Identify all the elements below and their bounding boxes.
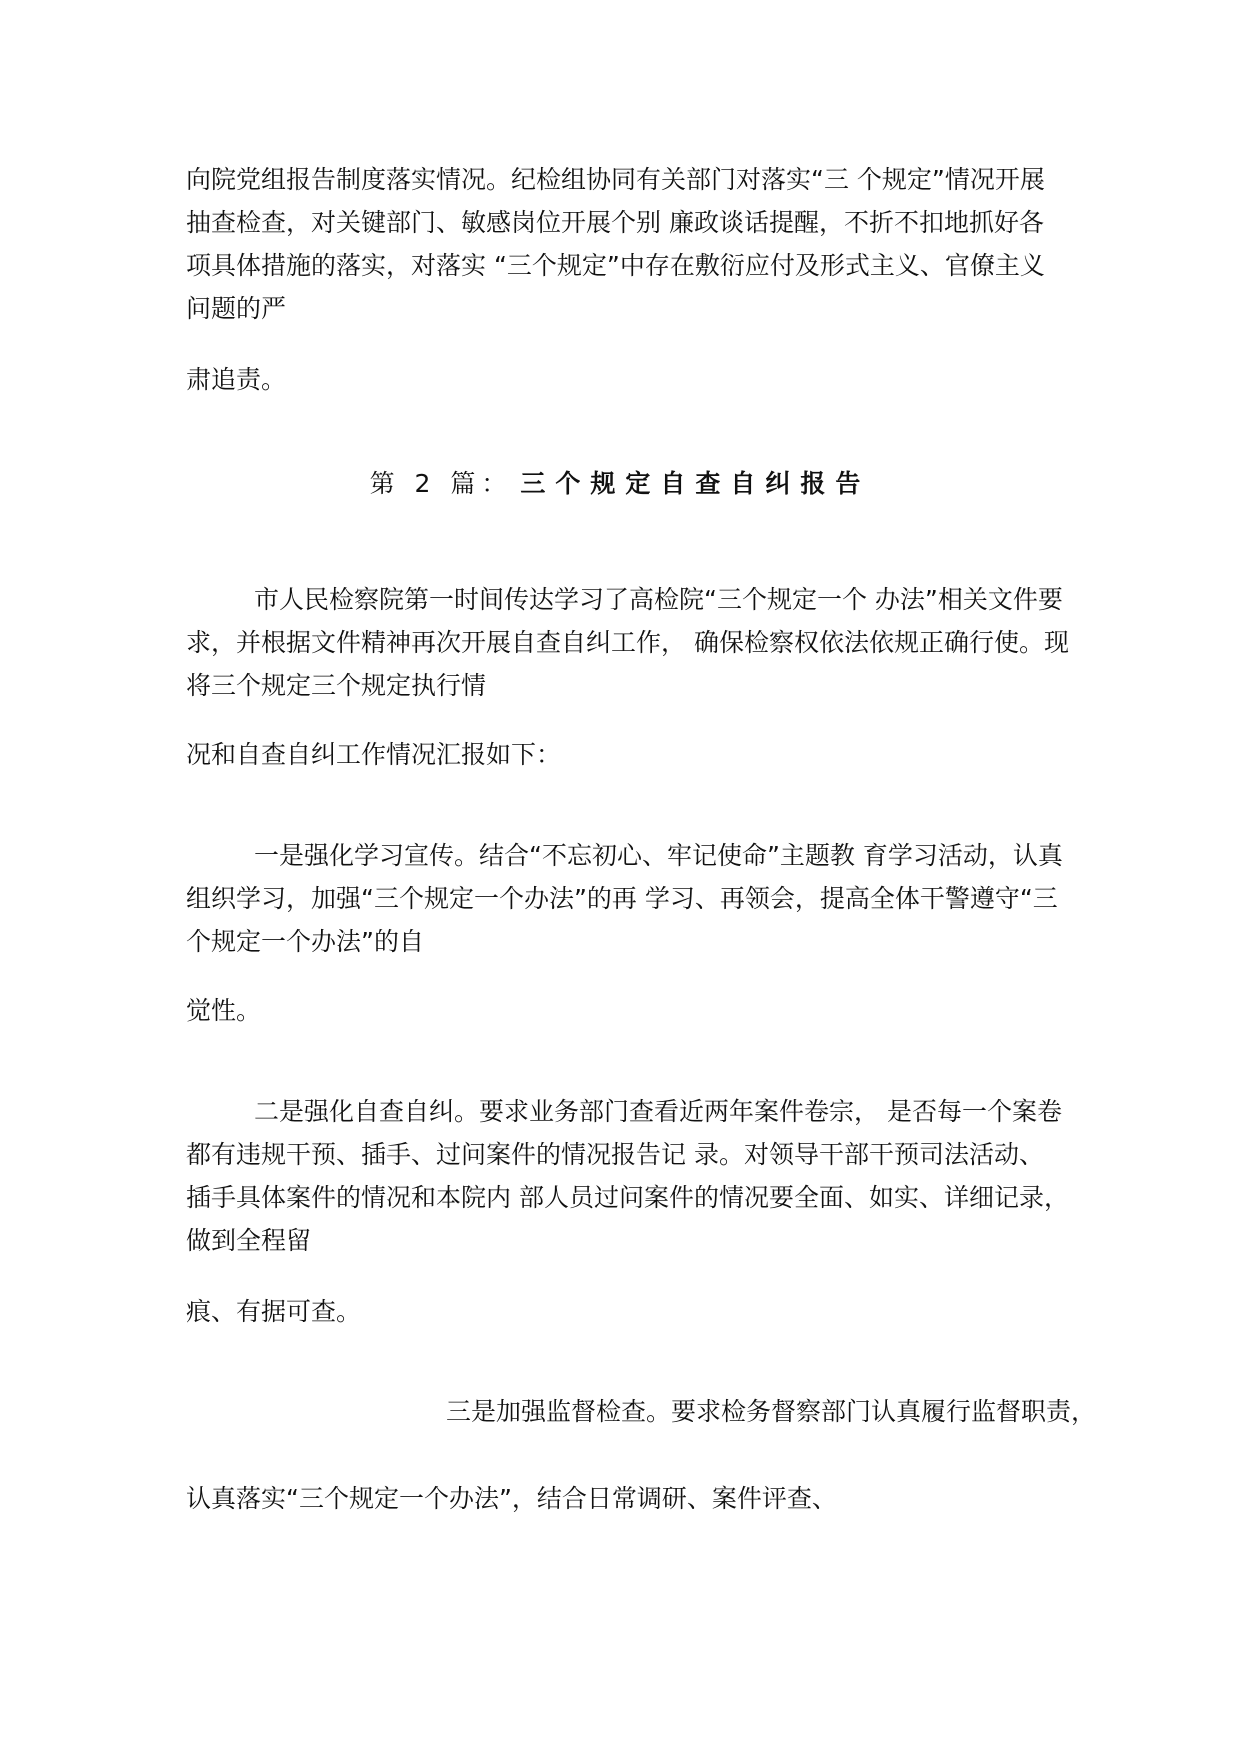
text-line: 个规定一个办法”的自 <box>186 927 424 956</box>
text-line: 觉性。 <box>186 996 262 1025</box>
text-line: 市人民检察院第一时间传达学习了高检院“三个规定一个 办法”相关文件要 <box>254 585 1063 614</box>
text-line: 项具体措施的落实，对落实 “三个规定”中存在敷衍应付及形式主义、官僚主义 <box>186 251 1045 280</box>
text-line: 认真落实“三个规定一个办法”，结合日常调研、案件评查、 <box>186 1484 837 1513</box>
text-line: 都有违规干预、插手、过问案件的情况报告记 录。对领导干部干预司法活动、 <box>186 1140 1044 1169</box>
heading-prefix: 第 2 篇： <box>369 469 513 498</box>
text-line: 组织学习，加强“三个规定一个办法”的再 学习、再领会，提高全体干警遵守“三 <box>186 884 1058 913</box>
text-line: 三是加强监督检查。要求检务督察部门认真履行监督职责， <box>446 1397 1097 1426</box>
text-line: 插手具体案件的情况和本院内 部人员过问案件的情况要全面、如实、详细记录， <box>186 1183 1069 1212</box>
text-line: 求，并根据文件精神再次开展自查自纠工作， 确保检察权依法依规正确行使。现 <box>186 628 1069 657</box>
text-line: 问题的严 <box>186 294 287 323</box>
text-line: 二是强化自查自纠。要求业务部门查看近两年案件卷宗， 是否每一个案卷 <box>254 1097 1062 1126</box>
text-line: 向院党组报告制度落实情况。纪检组协同有关部门对落实“三 个规定”情况开展 <box>186 165 1045 194</box>
text-line: 痕、有据可查。 <box>186 1297 362 1326</box>
text-line: 抽查检查，对关键部门、敏感岗位开展个别 廉政谈话提醒，不折不扣地抓好各 <box>186 208 1044 237</box>
section-heading <box>0 466 1240 502</box>
text-line: 况和自查自纠工作情况汇报如下： <box>186 740 562 769</box>
heading-title: 三个规定自查自纠报告 <box>520 469 871 498</box>
text-line: 肃追责。 <box>186 365 287 394</box>
text-line: 做到全程留 <box>186 1226 312 1255</box>
text-line: 一是强化学习宣传。结合“不忘初心、牢记使命”主题教 育学习活动，认真 <box>254 841 1063 870</box>
text-line: 将三个规定三个规定执行情 <box>186 671 487 700</box>
